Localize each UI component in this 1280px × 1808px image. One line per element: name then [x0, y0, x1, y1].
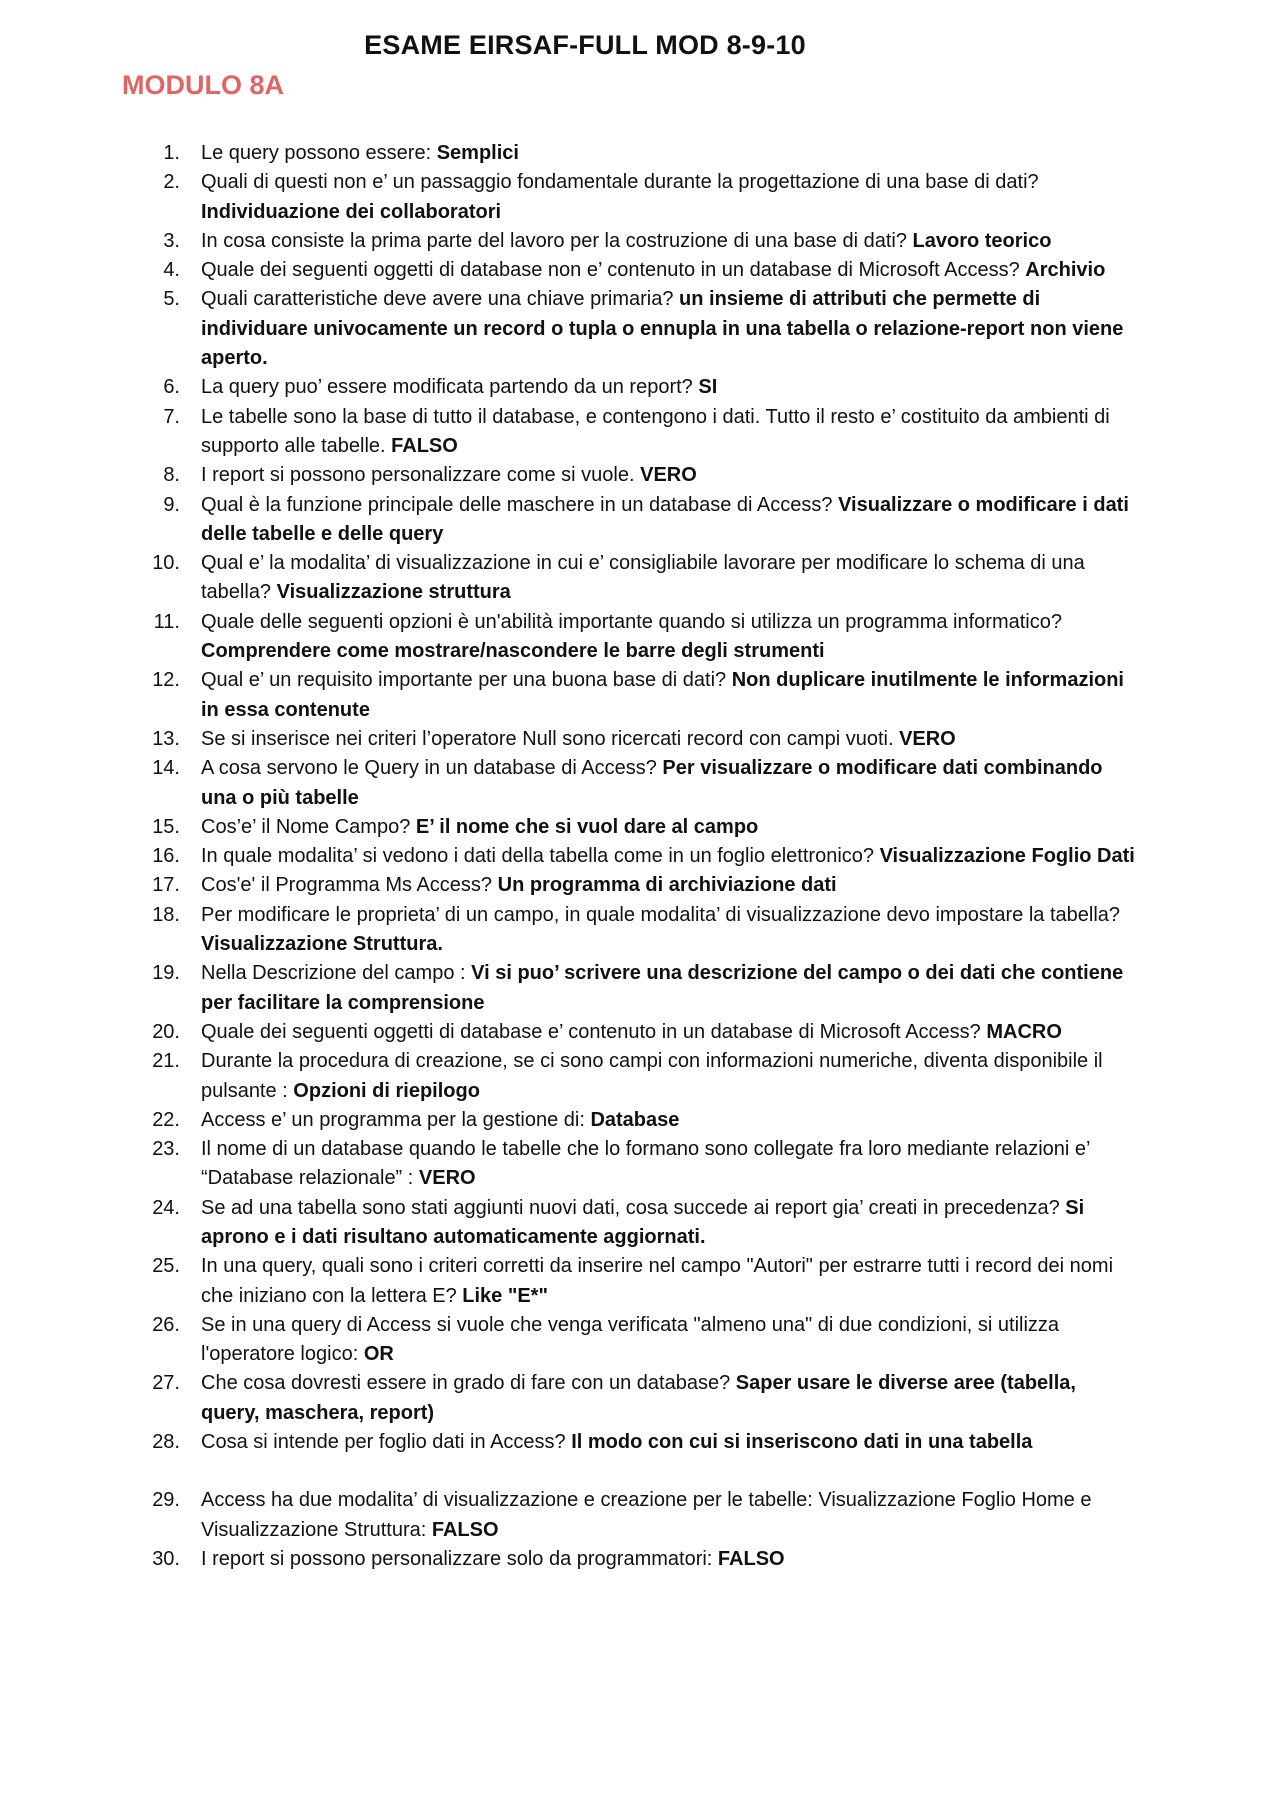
- question-item: [0, 285, 1280, 373]
- question-text: Quale delle seguenti opzioni è un'abilità importante quando si utilizza un programma informatico?: [201, 610, 1062, 633]
- question-item: [0, 1486, 1280, 1545]
- question-answer: Non duplicare inutilmente le informazioni in essa contenute: [201, 669, 1124, 721]
- question-item: [0, 959, 1280, 1018]
- question-text: Cosa si intende per foglio dati in Access?: [201, 1431, 572, 1454]
- question-number: 20.: [152, 1020, 180, 1043]
- question-answer: Visualizzazione struttura: [276, 581, 511, 604]
- question-number: 26.: [152, 1313, 180, 1336]
- question-item: [0, 901, 1280, 960]
- question-answer: Per visualizzare o modificare dati combinando una o più tabelle: [201, 757, 1103, 809]
- question-number: 24.: [152, 1196, 180, 1219]
- question-item: [0, 1428, 1280, 1457]
- question-text: Qual è la funzione principale delle maschere in un database di Access?: [201, 493, 839, 516]
- question-number: 25.: [152, 1255, 180, 1278]
- question-item: [0, 725, 1280, 754]
- question-answer: Saper usare le diverse aree (tabella, query, maschera, report): [201, 1372, 1076, 1424]
- question-item: [0, 666, 1280, 725]
- question-answer: E’ il nome che si vuol dare al campo: [415, 815, 759, 838]
- question-item: [0, 549, 1280, 608]
- question-number: 23.: [152, 1138, 180, 1161]
- question-answer: un insieme di attributi che permette di individuare univocamente un record o tupla o ennupla in una tabella o relazione-report non viene aperto.: [201, 288, 1124, 370]
- question-text: In quale modalita’ si vedono i dati della tabella come in un foglio elettronico?: [201, 845, 880, 868]
- question-text: Se in una query di Access si vuole che venga verificata "almeno una" di due condizioni, si utilizza l'operatore logico:: [201, 1313, 1060, 1366]
- question-answer: Il modo con cui si inseriscono dati in una tabella: [571, 1431, 1033, 1454]
- question-item: [0, 1311, 1280, 1370]
- question-text: Cos’e’ il Nome Campo?: [201, 815, 416, 838]
- question-number: 6.: [163, 376, 180, 399]
- question-answer: Visualizzazione Foglio Dati: [879, 845, 1135, 868]
- question-answer: Like "E*": [462, 1284, 548, 1307]
- question-number: 5.: [163, 288, 180, 311]
- question-number: 18.: [152, 903, 180, 926]
- question-text: Quale dei seguenti oggetti di database non e’ contenuto in un database di Microsoft Access?: [201, 259, 1026, 282]
- question-text: La query puo’ essere modificata partendo da un report?: [201, 376, 699, 399]
- question-answer: Archivio: [1025, 259, 1106, 282]
- question-number: 15.: [152, 815, 180, 838]
- question-text: Nella Descrizione del campo :: [201, 962, 472, 985]
- question-text: Access ha due modalita’ di visualizzazione e creazione per le tabelle: Visualizzazione Foglio Home e Visualizzazione Struttura:: [201, 1489, 1092, 1541]
- question-number: 3.: [163, 229, 180, 252]
- question-item: [0, 842, 1280, 871]
- question-number: 17.: [152, 874, 180, 897]
- question-answer: Individuazione dei collaboratori: [201, 200, 502, 223]
- question-answer: FALSO: [391, 434, 458, 457]
- question-answer: Visualizzazione Struttura.: [201, 933, 443, 956]
- question-answer: VERO: [640, 464, 697, 487]
- question-number: 9.: [163, 493, 180, 516]
- question-answer: Semplici: [436, 142, 519, 164]
- question-item: [0, 403, 1280, 462]
- question-answer: MACRO: [986, 1020, 1062, 1043]
- question-item: [0, 1545, 1280, 1574]
- question-text: Quale dei seguenti oggetti di database e’ contenuto in un database di Microsoft Access?: [201, 1020, 987, 1043]
- question-answer: Visualizzare o modificare i dati delle tabelle e delle query: [201, 493, 1129, 545]
- question-answer: SI: [698, 376, 718, 399]
- question-number: 12.: [152, 669, 180, 692]
- question-text: Quali di questi non e’ un passaggio fondamentale durante la progettazione di una base di dati?: [201, 171, 1039, 194]
- question-number: 27.: [152, 1372, 180, 1395]
- question-item: [0, 608, 1280, 667]
- question-number: 22.: [152, 1108, 180, 1131]
- question-item: [0, 168, 1280, 227]
- question-item: [0, 1135, 1280, 1194]
- question-answer: FALSO: [717, 1547, 785, 1570]
- question-item: [0, 461, 1280, 490]
- question-item: [0, 256, 1280, 285]
- question-text: Durante la procedura di creazione, se ci sono campi con informazioni numeriche, diventa disponibile il pulsante :: [201, 1050, 1103, 1102]
- question-text: Che cosa dovresti essere in grado di fare con un database?: [201, 1372, 736, 1395]
- question-item: [0, 1047, 1280, 1106]
- question-number: 21.: [152, 1050, 180, 1073]
- question-number: 14.: [152, 757, 180, 780]
- question-text: I report si possono personalizzare solo da programmatori:: [201, 1547, 718, 1570]
- question-text: Quali caratteristiche deve avere una chiave primaria?: [201, 288, 680, 311]
- question-text: Qual e’ la modalita’ di visualizzazione in cui e’ consigliabile lavorare per modificare lo schema di una tabella?: [201, 552, 1085, 604]
- question-number: 13.: [152, 727, 180, 750]
- question-answer: VERO: [418, 1167, 476, 1190]
- question-number: 4.: [163, 259, 180, 282]
- question-answer: VERO: [899, 727, 956, 750]
- question-answer: Lavoro teorico: [912, 229, 1052, 252]
- question-text: Le tabelle sono la base di tutto il database, e contengono i dati. Tutto il resto e’ costituito da ambienti di supporto alle tabelle.: [201, 405, 1110, 457]
- question-item: [0, 491, 1280, 550]
- question-text: Per modificare le proprieta’ di un campo, in quale modalita’ di visualizzazione devo impostare la tabella?: [201, 903, 1121, 926]
- question-answer: Si aprono e i dati risultano automaticamente aggiornati.: [201, 1196, 1085, 1248]
- document-title: ESAME EIRSAF-FULL MOD 8-9-10: [364, 30, 806, 60]
- question-item: [0, 1252, 1280, 1311]
- question-text: Le query possono essere:: [201, 142, 437, 164]
- question-text: Se si inserisce nei criteri l’operatore Null sono ricercati record con campi vuoti.: [201, 727, 900, 750]
- question-answer: OR: [363, 1343, 394, 1366]
- question-text: I report si possono personalizzare come si vuole.: [201, 464, 641, 487]
- question-text: Il nome di un database quando le tabelle che lo formano sono collegate fra loro mediante relazioni e’ “Database relazionale” :: [201, 1138, 1090, 1190]
- question-text: Cos'e' il Programma Ms Access?: [201, 874, 498, 897]
- question-answer: Opzioni di riepilogo: [293, 1079, 480, 1102]
- question-answer: Comprendere come mostrare/nascondere le barre degli strumenti: [201, 640, 825, 663]
- question-number: 10.: [152, 552, 180, 575]
- question-answer: Database: [590, 1108, 680, 1131]
- question-item: [0, 754, 1280, 813]
- question-number: 28.: [152, 1431, 180, 1454]
- question-number: 8.: [163, 464, 180, 487]
- question-item: [0, 1018, 1280, 1047]
- question-number: 2.: [163, 171, 180, 194]
- question-number: 19.: [152, 962, 180, 985]
- question-item: [0, 1194, 1280, 1253]
- question-answer: FALSO: [431, 1518, 499, 1541]
- question-number: 16.: [152, 845, 180, 868]
- question-answer: Vi si puo’ scrivere una descrizione del campo o dei dati che contiene per facilitare la comprensione: [201, 962, 1124, 1014]
- question-number: 30.: [152, 1547, 180, 1570]
- question-text: A cosa servono le Query in un database di Access?: [201, 757, 663, 780]
- question-text: Qual e’ un requisito importante per una buona base di dati?: [201, 669, 732, 692]
- question-item: [0, 227, 1280, 256]
- question-item: [0, 813, 1280, 842]
- question-list: [0, 139, 1280, 1574]
- question-number: 29.: [152, 1489, 180, 1512]
- question-text: Se ad una tabella sono stati aggiunti nuovi dati, cosa succede ai report gia’ creati in precedenza?: [201, 1196, 1066, 1219]
- question-text: In una query, quali sono i criteri corretti da inserire nel campo "Autori" per estrarre tutti i record dei nomi che iniziano con la lettera E?: [201, 1255, 1114, 1307]
- question-text: In cosa consiste la prima parte del lavoro per la costruzione di una base di dati?: [201, 229, 913, 252]
- question-item: [0, 1106, 1280, 1135]
- question-item: [0, 373, 1280, 402]
- question-item: [0, 871, 1280, 900]
- question-text: Access e’ un programma per la gestione di:: [201, 1108, 591, 1131]
- module-heading: MODULO 8A: [122, 70, 284, 100]
- question-number: 7.: [163, 405, 180, 428]
- question-item: [0, 1369, 1280, 1428]
- question-answer: Un programma di archiviazione dati: [497, 874, 837, 897]
- question-number: 11.: [153, 610, 180, 633]
- question-number: 1.: [163, 142, 180, 164]
- question-item: [0, 139, 1280, 168]
